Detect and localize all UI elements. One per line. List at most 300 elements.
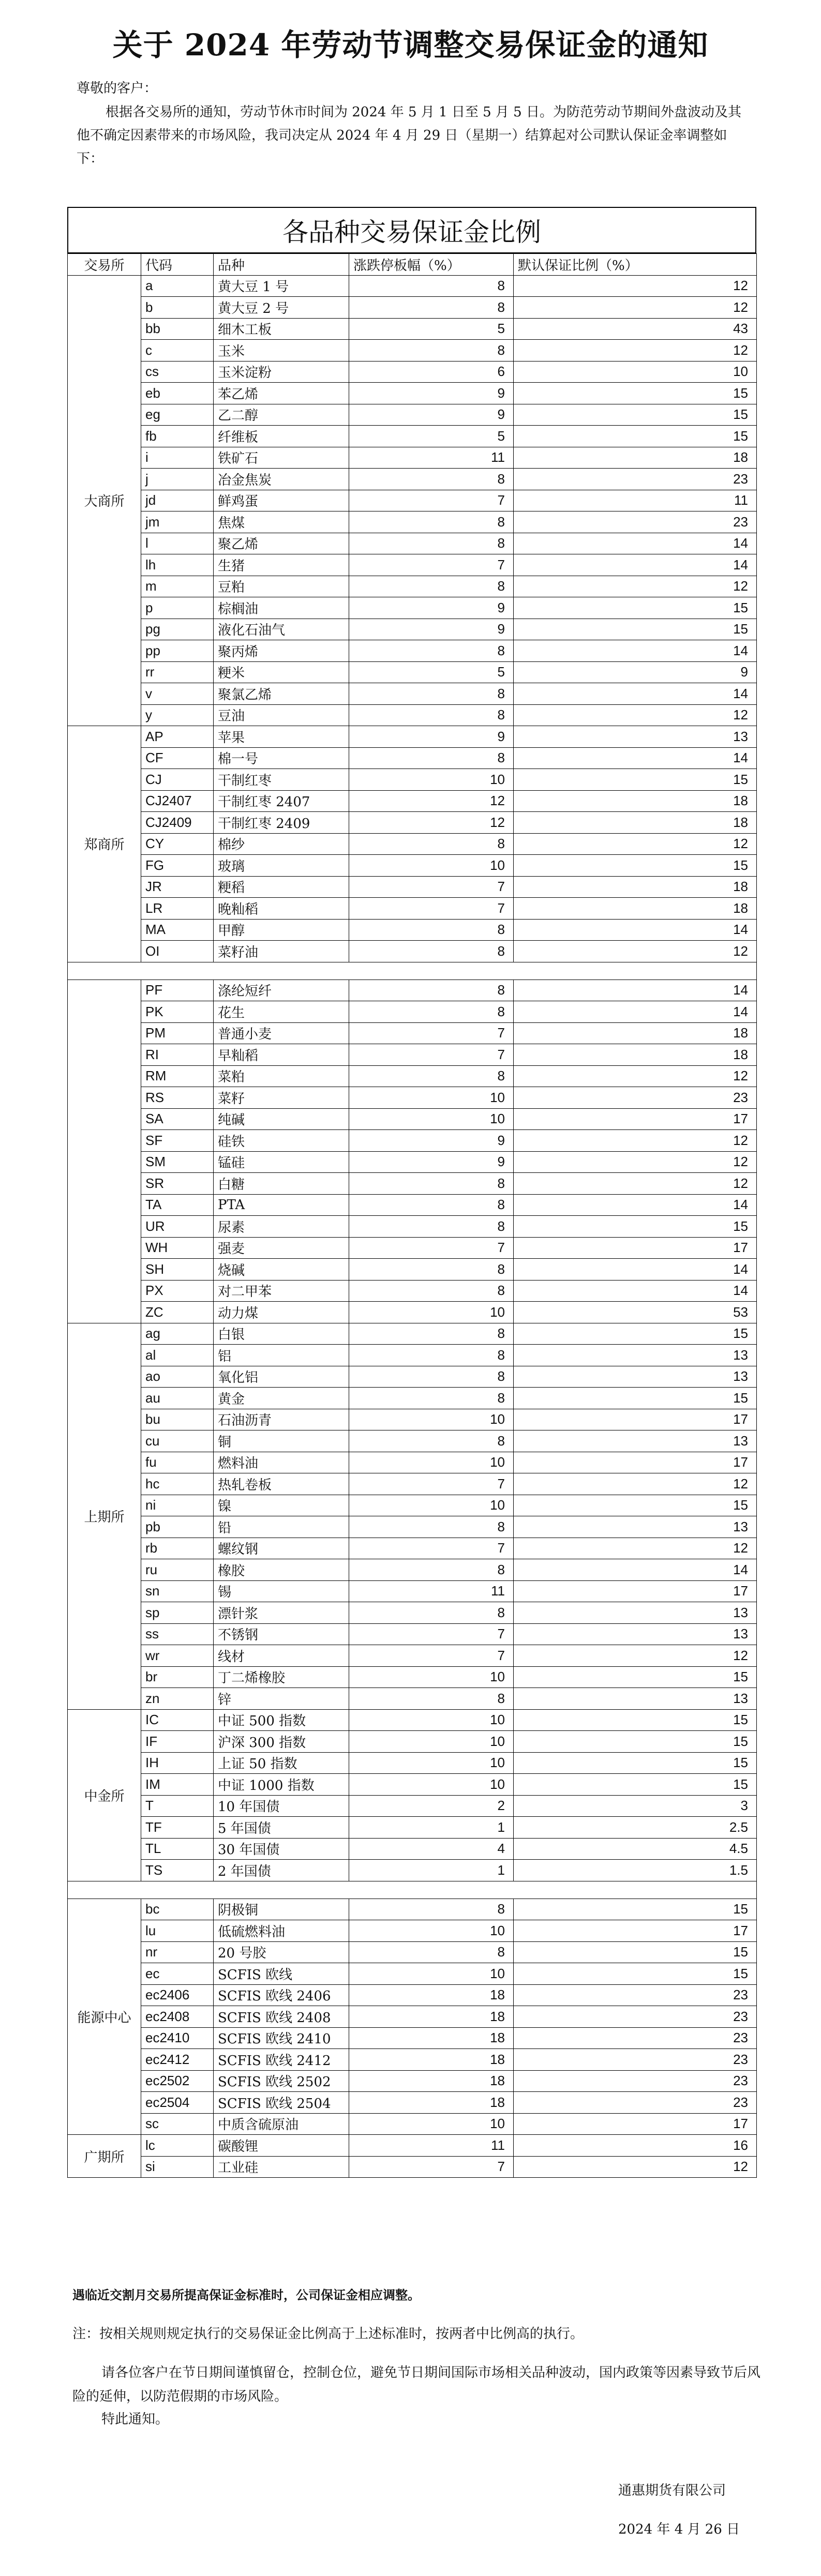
limit-cell: 6 — [349, 361, 514, 383]
limit-cell: 9 — [349, 619, 514, 640]
code-cell: wr — [141, 1645, 214, 1667]
code-cell: fb — [141, 426, 214, 447]
limit-cell: 7 — [349, 1538, 514, 1559]
margin-cell: 2.5 — [514, 1817, 757, 1839]
table-row — [68, 1130, 757, 1152]
code-cell: al — [141, 1345, 214, 1366]
limit-cell: 8 — [349, 747, 514, 769]
table-row — [68, 318, 757, 340]
code-cell: jd — [141, 490, 214, 511]
code-cell: SA — [141, 1108, 214, 1130]
limit-cell: 18 — [349, 2027, 514, 2049]
product-cell: 乙二醇 — [214, 404, 349, 426]
limit-cell: 8 — [349, 469, 514, 490]
table-row — [68, 1151, 757, 1173]
table-row — [68, 1022, 757, 1044]
code-cell: PK — [141, 1001, 214, 1023]
margin-cell: 13 — [514, 1366, 757, 1388]
product-cell: 焦煤 — [214, 511, 349, 533]
limit-cell: 10 — [349, 2113, 514, 2135]
table-row — [68, 1731, 757, 1753]
margin-cell: 12 — [514, 275, 757, 297]
margin-cell: 15 — [514, 1495, 757, 1516]
table-row — [68, 704, 757, 726]
code-cell: SH — [141, 1259, 214, 1281]
exchange-cell: 能源中心 — [68, 1899, 141, 2135]
code-cell: LR — [141, 898, 214, 920]
limit-cell: 9 — [349, 1151, 514, 1173]
table-row — [68, 790, 757, 812]
table-row — [68, 919, 757, 941]
table-row — [68, 812, 757, 834]
code-cell: j — [141, 469, 214, 490]
margin-cell: 13 — [514, 1688, 757, 1710]
code-cell: ec2412 — [141, 2049, 214, 2071]
code-cell: JR — [141, 876, 214, 898]
table-row — [68, 1645, 757, 1667]
code-cell: AP — [141, 726, 214, 748]
product-cell: 菜籽 — [214, 1087, 349, 1109]
code-cell: pg — [141, 619, 214, 640]
code-cell: IC — [141, 1709, 214, 1731]
product-cell: 粳稻 — [214, 876, 349, 898]
intro-paragraph: 根据各交易所的通知，劳动节休市时间为 2024 年 5 月 1 日至 5 月 5 日。为防范劳动节期间外盘波动及其他不确定因素带来的市场风险，我司决定从 2024 年 4 月 29 日（星期一）结算起对公司默认保证金率调整如下： — [77, 104, 741, 167]
limit-cell: 8 — [349, 533, 514, 554]
code-cell: SF — [141, 1130, 214, 1152]
code-cell: p — [141, 597, 214, 619]
product-cell: 聚乙烯 — [214, 533, 349, 554]
notice-date: 2024 年 4 月 26 日 — [618, 2522, 740, 2537]
table-row — [68, 726, 757, 748]
limit-cell: 7 — [349, 1473, 514, 1495]
limit-cell: 8 — [349, 1516, 514, 1538]
limit-cell: 18 — [349, 2006, 514, 2028]
exchange-cell: 大商所 — [68, 275, 141, 726]
table-row — [68, 980, 757, 1001]
exchange-cell: 中金所 — [68, 1709, 141, 1881]
margin-cell: 13 — [514, 1623, 757, 1645]
product-cell: 黄金 — [214, 1388, 349, 1409]
code-cell: i — [141, 447, 214, 469]
table-row — [68, 1473, 757, 1495]
code-cell: lc — [141, 2135, 214, 2157]
product-cell: 聚丙烯 — [214, 640, 349, 662]
code-cell: ao — [141, 1366, 214, 1388]
code-cell: jm — [141, 511, 214, 533]
table-row — [68, 855, 757, 877]
header-exchange: 交易所 — [68, 254, 141, 276]
table-title: 各品种交易保证金比例 — [67, 207, 756, 253]
code-cell: bc — [141, 1899, 214, 1920]
table-row — [68, 1495, 757, 1516]
margin-cell: 14 — [514, 640, 757, 662]
limit-cell: 8 — [349, 1899, 514, 1920]
margin-cell: 15 — [514, 1941, 757, 1963]
limit-cell: 5 — [349, 426, 514, 447]
product-cell: 鲜鸡蛋 — [214, 490, 349, 511]
code-cell: pb — [141, 1516, 214, 1538]
margin-cell: 23 — [514, 2006, 757, 2028]
margin-cell: 15 — [514, 1963, 757, 1985]
limit-cell: 8 — [349, 1388, 514, 1409]
margin-cell: 15 — [514, 619, 757, 640]
limit-cell: 11 — [349, 1580, 514, 1602]
margin-cell: 15 — [514, 383, 757, 404]
limit-cell: 8 — [349, 833, 514, 855]
product-cell: 上证 50 指数 — [214, 1752, 349, 1774]
table-row — [68, 1688, 757, 1710]
code-cell: lh — [141, 554, 214, 576]
product-cell: 粳米 — [214, 661, 349, 683]
limit-cell: 7 — [349, 876, 514, 898]
code-cell: hc — [141, 1473, 214, 1495]
table-row — [68, 619, 757, 640]
code-cell: ec — [141, 1963, 214, 1985]
margin-cell: 17 — [514, 1237, 757, 1259]
product-cell: 铝 — [214, 1345, 349, 1366]
limit-cell: 8 — [349, 1323, 514, 1345]
margin-cell: 23 — [514, 1087, 757, 1109]
table-row — [68, 597, 757, 619]
limit-cell: 10 — [349, 1774, 514, 1796]
code-cell: cu — [141, 1430, 214, 1452]
code-cell: RS — [141, 1087, 214, 1109]
margin-cell: 15 — [514, 1388, 757, 1409]
code-cell: rb — [141, 1538, 214, 1559]
code-cell: CJ2407 — [141, 790, 214, 812]
code-cell: PF — [141, 980, 214, 1001]
code-cell: bb — [141, 318, 214, 340]
product-cell: 纤维板 — [214, 426, 349, 447]
product-cell: 氧化铝 — [214, 1366, 349, 1388]
code-cell: UR — [141, 1216, 214, 1238]
code-cell: ec2410 — [141, 2027, 214, 2049]
margin-cell: 14 — [514, 980, 757, 1001]
table-row — [68, 340, 757, 361]
limit-cell: 7 — [349, 1623, 514, 1645]
table-row — [68, 640, 757, 662]
table-row — [68, 533, 757, 554]
product-cell: 玻璃 — [214, 855, 349, 877]
product-cell: 锡 — [214, 1580, 349, 1602]
product-cell: PTA — [214, 1194, 349, 1216]
code-cell: SR — [141, 1173, 214, 1195]
margin-cell: 13 — [514, 1602, 757, 1624]
company-name: 通惠期货有限公司 — [618, 2483, 726, 2498]
table-row — [68, 383, 757, 404]
product-cell: 锌 — [214, 1688, 349, 1710]
product-cell: 锰硅 — [214, 1151, 349, 1173]
code-cell: rr — [141, 661, 214, 683]
margin-cell: 14 — [514, 1559, 757, 1581]
product-cell: 沪深 300 指数 — [214, 1731, 349, 1753]
product-cell: 漂针浆 — [214, 1602, 349, 1624]
limit-cell: 11 — [349, 2135, 514, 2157]
margin-table — [67, 207, 756, 2178]
product-cell: 晚籼稻 — [214, 898, 349, 920]
code-cell: CJ — [141, 769, 214, 791]
table-row — [68, 1602, 757, 1624]
table-row — [68, 1108, 757, 1130]
product-cell: 燃料油 — [214, 1452, 349, 1473]
margin-cell: 15 — [514, 1666, 757, 1688]
margin-cell: 1.5 — [514, 1860, 757, 1881]
margin-cell: 12 — [514, 1538, 757, 1559]
limit-cell: 8 — [349, 1001, 514, 1023]
code-cell: eb — [141, 383, 214, 404]
header-margin: 默认保证比例（%） — [514, 254, 757, 276]
code-cell: TS — [141, 1860, 214, 1881]
code-cell: ec2406 — [141, 1984, 214, 2006]
limit-cell: 11 — [349, 447, 514, 469]
table-row — [68, 1774, 757, 1796]
limit-cell: 9 — [349, 404, 514, 426]
table-row — [68, 1580, 757, 1602]
table-page-gap — [68, 962, 757, 980]
product-cell: 5 年国债 — [214, 1817, 349, 1839]
table-row — [68, 1409, 757, 1430]
header-limit: 涨跌停板幅（%） — [349, 254, 514, 276]
limit-cell: 8 — [349, 1602, 514, 1624]
product-cell: 苹果 — [214, 726, 349, 748]
table-row — [68, 576, 757, 597]
margin-cell: 14 — [514, 1280, 757, 1302]
margin-cell: 14 — [514, 554, 757, 576]
table-row — [68, 447, 757, 469]
product-cell: 中证 1000 指数 — [214, 1774, 349, 1796]
product-cell: 细木工板 — [214, 318, 349, 340]
limit-cell: 7 — [349, 1022, 514, 1044]
table-row — [68, 426, 757, 447]
table-row — [68, 1259, 757, 1281]
margin-cell: 15 — [514, 426, 757, 447]
margin-cell: 13 — [514, 726, 757, 748]
margin-cell: 15 — [514, 855, 757, 877]
limit-cell: 18 — [349, 1984, 514, 2006]
table-footnote: 遇临近交割月交易所提高保证金标准时，公司保证金相应调整。 — [72, 2287, 420, 2302]
margin-cell: 15 — [514, 1216, 757, 1238]
limit-cell: 10 — [349, 1409, 514, 1430]
margin-cell: 18 — [514, 447, 757, 469]
margin-cell: 4.5 — [514, 1838, 757, 1860]
margin-cell: 15 — [514, 1774, 757, 1796]
header-code: 代码 — [141, 254, 214, 276]
code-cell: l — [141, 533, 214, 554]
limit-cell: 10 — [349, 1963, 514, 1985]
margin-cell: 14 — [514, 747, 757, 769]
code-cell: ec2502 — [141, 2070, 214, 2092]
limit-cell: 8 — [349, 340, 514, 361]
table-row — [68, 769, 757, 791]
margin-cell: 17 — [514, 1452, 757, 1473]
product-cell: SCFIS 欧线 2406 — [214, 1984, 349, 2006]
note-advice: 请各位客户在节日期间谨慎留仓，控制仓位，避免节日期间国际市场相关品种波动，国内政策等因素导致节后风险的延伸，以防范假期的市场风险。 — [72, 2365, 761, 2404]
margin-cell: 23 — [514, 469, 757, 490]
margin-cell: 13 — [514, 1516, 757, 1538]
product-cell: SCFIS 欧线 2502 — [214, 2070, 349, 2092]
limit-cell: 8 — [349, 511, 514, 533]
margin-cell: 18 — [514, 898, 757, 920]
product-cell: 棕榈油 — [214, 597, 349, 619]
table-row — [68, 554, 757, 576]
code-cell: TL — [141, 1838, 214, 1860]
code-cell: IH — [141, 1752, 214, 1774]
table-row — [68, 1984, 757, 2006]
margin-cell: 17 — [514, 1108, 757, 1130]
margin-cell: 18 — [514, 876, 757, 898]
limit-cell: 8 — [349, 576, 514, 597]
code-cell: v — [141, 683, 214, 705]
table-row — [68, 1065, 757, 1087]
limit-cell: 10 — [349, 1731, 514, 1753]
margin-cell: 14 — [514, 1259, 757, 1281]
margin-cell: 12 — [514, 1151, 757, 1173]
product-cell: 中质含硫原油 — [214, 2113, 349, 2135]
margin-cell: 3 — [514, 1795, 757, 1817]
table-row — [68, 1838, 757, 1860]
code-cell: sn — [141, 1580, 214, 1602]
product-cell: 尿素 — [214, 1216, 349, 1238]
limit-cell: 7 — [349, 1044, 514, 1066]
margin-cell: 12 — [514, 2156, 757, 2178]
table-row — [68, 683, 757, 705]
product-cell: 烧碱 — [214, 1259, 349, 1281]
margin-cell: 13 — [514, 1345, 757, 1366]
table-row — [68, 2113, 757, 2135]
table-row — [68, 275, 757, 297]
product-cell: 豆粕 — [214, 576, 349, 597]
limit-cell: 7 — [349, 554, 514, 576]
table-row — [68, 1430, 757, 1452]
salutation: 尊敬的客户： — [77, 81, 158, 96]
table-row — [68, 1899, 757, 1920]
note-rule: 注：按相关规则规定执行的交易保证金比例高于上述标准时，按两者中比例高的执行。 — [72, 2326, 584, 2342]
margin-cell: 12 — [514, 1065, 757, 1087]
code-cell: pp — [141, 640, 214, 662]
table-row — [68, 297, 757, 319]
product-cell: 碳酸锂 — [214, 2135, 349, 2157]
table-row — [68, 898, 757, 920]
notice-title: 关于 2024 年劳动节调整交易保证金的通知 — [112, 27, 709, 63]
code-cell: FG — [141, 855, 214, 877]
code-cell: y — [141, 704, 214, 726]
margin-cell: 53 — [514, 1302, 757, 1323]
product-cell: 黄大豆 2 号 — [214, 297, 349, 319]
margin-cell: 14 — [514, 683, 757, 705]
limit-cell: 8 — [349, 1259, 514, 1281]
product-cell: SCFIS 欧线 2408 — [214, 2006, 349, 2028]
limit-cell: 18 — [349, 2070, 514, 2092]
product-cell: 甲醇 — [214, 919, 349, 941]
table-row — [68, 876, 757, 898]
product-cell: 石油沥青 — [214, 1409, 349, 1430]
table-row — [68, 1280, 757, 1302]
margin-cell: 17 — [514, 2113, 757, 2135]
product-cell: 30 年国债 — [214, 1838, 349, 1860]
margin-cell: 15 — [514, 597, 757, 619]
table-row — [68, 1666, 757, 1688]
limit-cell: 7 — [349, 490, 514, 511]
table-row — [68, 2092, 757, 2114]
limit-cell: 12 — [349, 812, 514, 834]
table-row — [68, 1709, 757, 1731]
margin-cell: 12 — [514, 1130, 757, 1152]
code-cell: ni — [141, 1495, 214, 1516]
limit-cell: 12 — [349, 790, 514, 812]
margin-cell: 15 — [514, 1752, 757, 1774]
product-cell: 阴极铜 — [214, 1899, 349, 1920]
table-row — [68, 1860, 757, 1881]
product-cell: 液化石油气 — [214, 619, 349, 640]
limit-cell: 7 — [349, 1645, 514, 1667]
margin-cell: 13 — [514, 1430, 757, 1452]
code-cell: MA — [141, 919, 214, 941]
note-closing: 特此通知。 — [101, 2412, 169, 2427]
margin-cell: 17 — [514, 1920, 757, 1942]
code-cell: OI — [141, 941, 214, 962]
limit-cell: 8 — [349, 941, 514, 962]
limit-cell: 2 — [349, 1795, 514, 1817]
margin-cell: 12 — [514, 340, 757, 361]
limit-cell: 7 — [349, 898, 514, 920]
exchange-cell — [68, 980, 141, 1323]
limit-cell: 18 — [349, 2092, 514, 2114]
code-cell: ss — [141, 1623, 214, 1645]
table-row — [68, 1087, 757, 1109]
margin-cell: 11 — [514, 490, 757, 511]
code-cell: RM — [141, 1065, 214, 1087]
product-cell: 干制红枣 — [214, 769, 349, 791]
product-cell: 低硫燃料油 — [214, 1920, 349, 1942]
limit-cell: 10 — [349, 1495, 514, 1516]
table-row — [68, 2006, 757, 2028]
product-cell: 豆油 — [214, 704, 349, 726]
margin-cell: 23 — [514, 2070, 757, 2092]
code-cell: CY — [141, 833, 214, 855]
margin-cell: 17 — [514, 1580, 757, 1602]
margin-cell: 18 — [514, 790, 757, 812]
product-cell: 线材 — [214, 1645, 349, 1667]
margin-cell: 23 — [514, 1984, 757, 2006]
margin-cell: 14 — [514, 533, 757, 554]
limit-cell: 8 — [349, 640, 514, 662]
table-row — [68, 1173, 757, 1195]
code-cell: PX — [141, 1280, 214, 1302]
product-cell: 动力煤 — [214, 1302, 349, 1323]
product-cell: 棉纱 — [214, 833, 349, 855]
table-row — [68, 661, 757, 683]
margin-cell: 23 — [514, 2027, 757, 2049]
product-cell: 生猪 — [214, 554, 349, 576]
table-header-row — [68, 254, 757, 276]
table-row — [68, 1941, 757, 1963]
product-cell: 工业硅 — [214, 2156, 349, 2178]
table-row — [68, 511, 757, 533]
limit-cell: 8 — [349, 1345, 514, 1366]
limit-cell: 8 — [349, 1941, 514, 1963]
exchange-cell: 上期所 — [68, 1323, 141, 1709]
product-cell: 玉米淀粉 — [214, 361, 349, 383]
table-row — [68, 1817, 757, 1839]
code-cell: ec2408 — [141, 2006, 214, 2028]
limit-cell: 8 — [349, 1216, 514, 1238]
table-row — [68, 2070, 757, 2092]
table-row — [68, 1795, 757, 1817]
margin-cell: 12 — [514, 297, 757, 319]
code-cell: ec2504 — [141, 2092, 214, 2114]
product-cell: SCFIS 欧线 — [214, 1963, 349, 1985]
product-cell: 菜粕 — [214, 1065, 349, 1087]
